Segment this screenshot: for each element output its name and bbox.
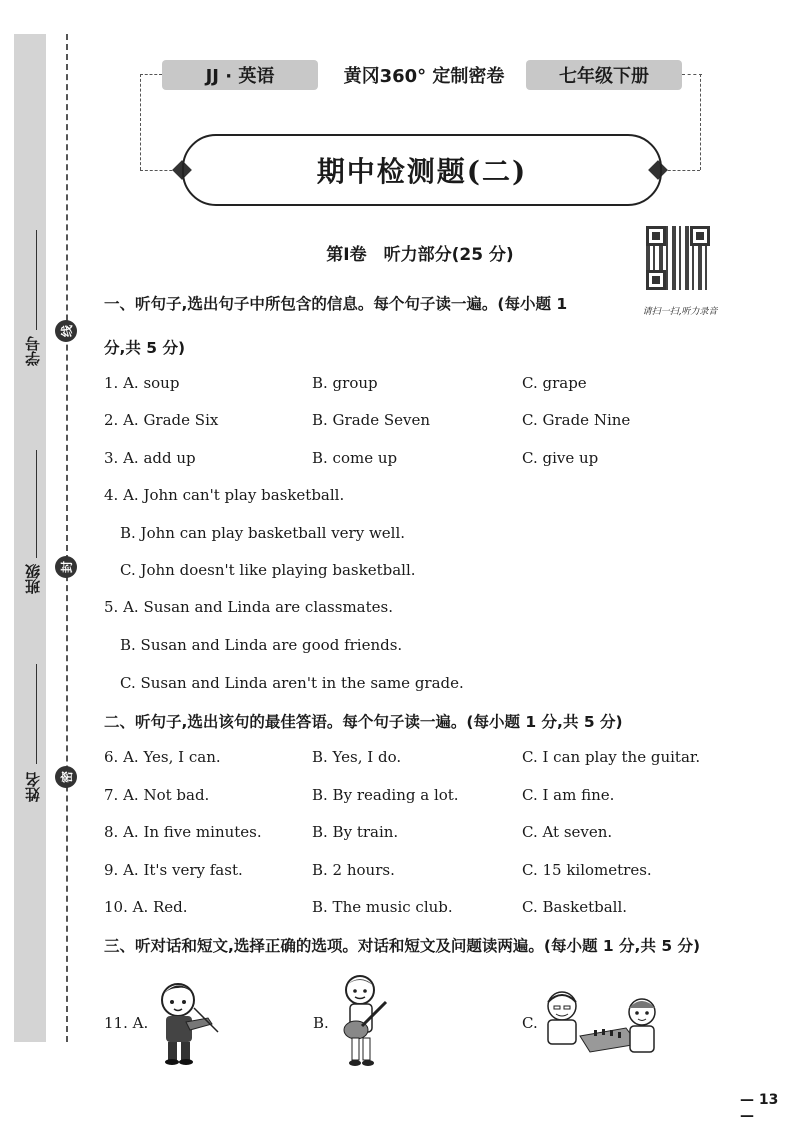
option-b: B. Yes, I do. [312, 748, 402, 766]
q4-option-c: C. John doesn't like playing basketball. [120, 561, 416, 579]
question-row [104, 449, 724, 473]
option-a: 10. A. Red. [104, 898, 188, 916]
option-a: 6. A. Yes, I can. [104, 748, 221, 766]
option-a: 9. A. It's very fast. [104, 861, 243, 879]
q11-label-a: 11. A. [104, 1014, 149, 1032]
name-field[interactable]: 姓名 [18, 664, 46, 824]
question-row [104, 748, 724, 772]
q5-option-b: B. Susan and Linda are good friends. [120, 636, 403, 654]
section-2-title: 二、听句子,选出该句的最佳答语。每个句子读一遍。(每小题 1 分,共 5 分) [104, 713, 623, 731]
question-row [104, 861, 724, 885]
page-number: — 13 — [740, 1092, 779, 1124]
option-b: B. By train. [312, 823, 399, 841]
option-a: 1. A. soup [104, 374, 180, 392]
option-b: B. By reading a lot. [312, 786, 459, 804]
q4-option-b: B. John can play basketball very well. [120, 524, 406, 542]
exam-title: 期中检测题(二) [316, 155, 528, 188]
option-a: 2. A. Grade Six [104, 411, 219, 429]
subject-badge: JJ · 英语 [162, 60, 318, 90]
q11-label-c: C. [522, 1014, 538, 1032]
option-c: C. 15 kilometres. [522, 861, 652, 879]
grade-badge: 七年级下册 [526, 60, 682, 90]
option-b: B. The music club. [312, 898, 453, 916]
option-c: C. I can play the guitar. [522, 748, 701, 766]
option-a: 3. A. add up [104, 449, 196, 467]
option-c: C. Basketball. [522, 898, 628, 916]
question-row [104, 786, 724, 810]
chess-players-icon [540, 986, 664, 1056]
section-3-title: 三、听对话和短文,选择正确的选项。对话和短文及问题读两遍。(每小题 1 分,共 5 分) [104, 937, 701, 955]
part-title: 第Ⅰ卷 听力部分(25 分) [326, 245, 514, 265]
option-b: B. 2 hours. [312, 861, 395, 879]
option-a: 8. A. In five minutes. [104, 823, 262, 841]
boy-guitar-icon [328, 972, 390, 1070]
section-1-title: 一、听句子,选出句子中所包含的信息。每个句子读一遍。(每小题 1 [104, 295, 568, 313]
option-b: B. Grade Seven [312, 411, 431, 429]
option-c: C. Grade Nine [522, 411, 631, 429]
question-row [104, 374, 724, 398]
seal-mark-feng: 封 [55, 556, 77, 578]
q5-option-a: 5. A. Susan and Linda are classmates. [104, 598, 393, 616]
exam-title-box [182, 134, 662, 206]
question-row [104, 411, 724, 435]
cut-line [66, 34, 68, 1042]
option-c: C. grape [522, 374, 587, 392]
option-c: C. give up [522, 449, 599, 467]
brand-text: 黄冈360° 定制密卷 [343, 66, 505, 87]
option-b: B. come up [312, 449, 398, 467]
question-row [104, 823, 724, 847]
class-field[interactable]: 班级 [18, 450, 46, 610]
seal-mark-mi: 密 [55, 766, 77, 788]
question-row [104, 898, 724, 922]
option-a: 7. A. Not bad. [104, 786, 210, 804]
seal-mark-xian: 线 [55, 320, 77, 342]
qr-code-icon[interactable] [646, 226, 710, 290]
student-id-field[interactable]: 学号 [18, 230, 46, 380]
option-c: C. At seven. [522, 823, 613, 841]
option-c: C. I am fine. [522, 786, 615, 804]
q11-label-b: B. [313, 1014, 329, 1032]
q4-option-a: 4. A. John can't play basketball. [104, 486, 345, 504]
section-1-title-cont: 分,共 5 分) [104, 339, 186, 357]
q5-option-c: C. Susan and Linda aren't in the same grade. [120, 674, 464, 692]
option-b: B. group [312, 374, 378, 392]
boy-violin-icon [150, 978, 222, 1068]
qr-caption: 请扫一扫,听力录音 [642, 307, 718, 317]
